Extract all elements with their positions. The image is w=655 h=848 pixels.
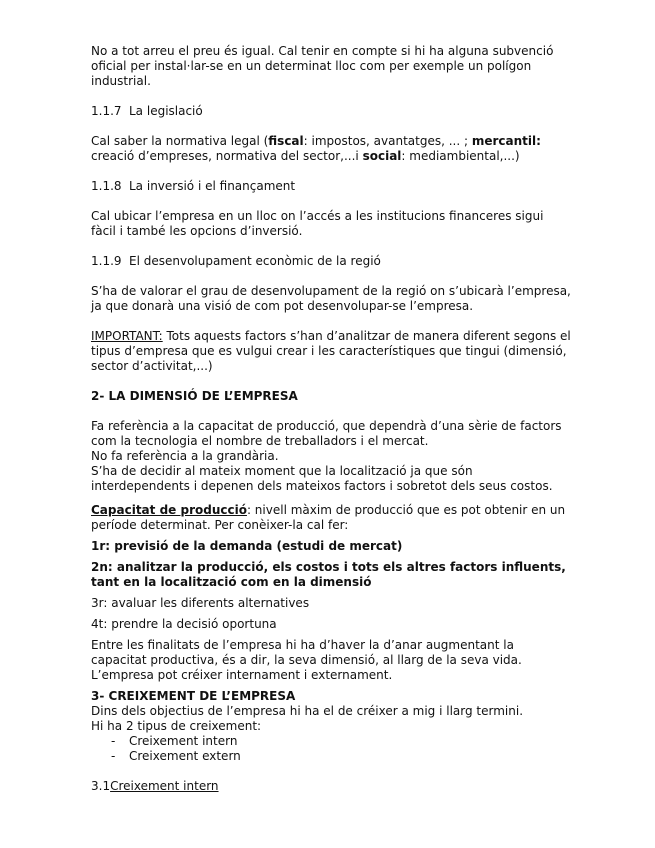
dimensio-line: Fa referència a la capacitat de producció, que dependrà d’una sèrie de factors com la tecnologia el nombre de treballadors i el mercat. [91,419,562,448]
document-page [91,44,571,794]
important-label: IMPORTANT: [91,329,163,343]
text-run: : impostos, avantatges, ... ; [303,134,472,148]
section-number: 1.1.9 [91,254,122,268]
finalitats-line: Entre les finalitats de l’empresa hi ha d’haver la d’anar augmentant la capacitat productiva, és a dir, la seva dimensió, al llarg de la seva vida. [91,638,522,667]
intro-paragraph: No a tot arreu el preu és igual. Cal tenir en compte si hi ha alguna subvenció oficial per instal·lar-se en un determinat lloc com per exemple un polígon industrial. [91,44,554,88]
creixement-list [91,734,571,764]
text-run: creació d’empreses, normativa del sector,...i [91,149,363,163]
list-item: - Creixement intern [111,734,571,749]
capacitat-paragraph [91,503,571,533]
dimensio-block [91,419,571,494]
step-3: 3r: avaluar les diferents alternatives [91,596,310,610]
step-1: 1r: previsió de la demanda (estudi de mercat) [91,539,403,553]
heading-inversio [91,179,571,194]
section-number: 1.1.7 [91,104,122,118]
capacitat-text: : nivell màxim de producció que es pot obtenir en un període determinat. Per conèixer-la cal fer: [91,503,566,532]
step-2: 2n: analitzar la producció, els costos i tots els altres factors influents, tant en la localització com en la dimensió [91,560,566,589]
important-paragraph [91,329,571,374]
bold-social: social [362,149,402,163]
inversio-paragraph: Cal ubicar l’empresa en un lloc on l’accés a les institucions financeres sigui fàcil i també les opcions d’inversió. [91,209,544,238]
heading-desenvolupament [91,254,571,269]
legislacio-paragraph [91,134,571,164]
dimensio-line: No fa referència a la grandària. [91,449,279,463]
dimensio-line: S’ha de decidir al mateix moment que la localització ja que són interdependents i depenen dels mateixos factors i sobretot dels seus costos. [91,464,553,493]
finalitats-line: L’empresa pot créixer internament i externament. [91,668,393,682]
bold-mercantil: mercantil: [471,134,541,148]
creixement-line: Hi ha 2 tipus de creixement: [91,719,262,733]
text-run: Cal saber la normativa legal ( [91,134,269,148]
section-number: 3.1 [91,779,111,793]
section-title: Creixement intern [110,779,219,793]
bold-fiscal: fiscal [268,134,304,148]
creixement-block [91,704,571,764]
section-number: 1.1.8 [91,179,122,193]
section-title: La inversió i el finançament [129,179,296,193]
heading-creixement-intern [91,779,571,794]
section-title: La legislació [129,104,203,118]
section-3-heading: 3- CREIXEMENT DE L’EMPRESA [91,689,296,703]
text-run: : mediambiental,...) [401,149,520,163]
section-title: El desenvolupament econòmic de la regió [129,254,381,268]
list-item: - Creixement extern [111,749,571,764]
section-2-heading: 2- LA DIMENSIÓ DE L’EMPRESA [91,389,298,403]
important-text: Tots aquests factors s’han d’analitzar de manera diferent segons el tipus d’empresa que es vulgui crear i les característiques que tingui (dimensió, sector d’activitat,...) [91,329,571,373]
capacitat-label: Capacitat de producció [91,503,247,517]
finalitats-block [91,638,571,683]
heading-legislacio [91,104,571,119]
creixement-line: Dins dels objectius de l’empresa hi ha el de créixer a mig i llarg termini. [91,704,524,718]
step-4: 4t: prendre la decisió oportuna [91,617,277,631]
desenvolupament-paragraph: S’ha de valorar el grau de desenvolupament de la regió on s’ubicarà l’empresa, ja que donarà una visió de com pot desenvolupar-se l’empresa. [91,284,571,313]
